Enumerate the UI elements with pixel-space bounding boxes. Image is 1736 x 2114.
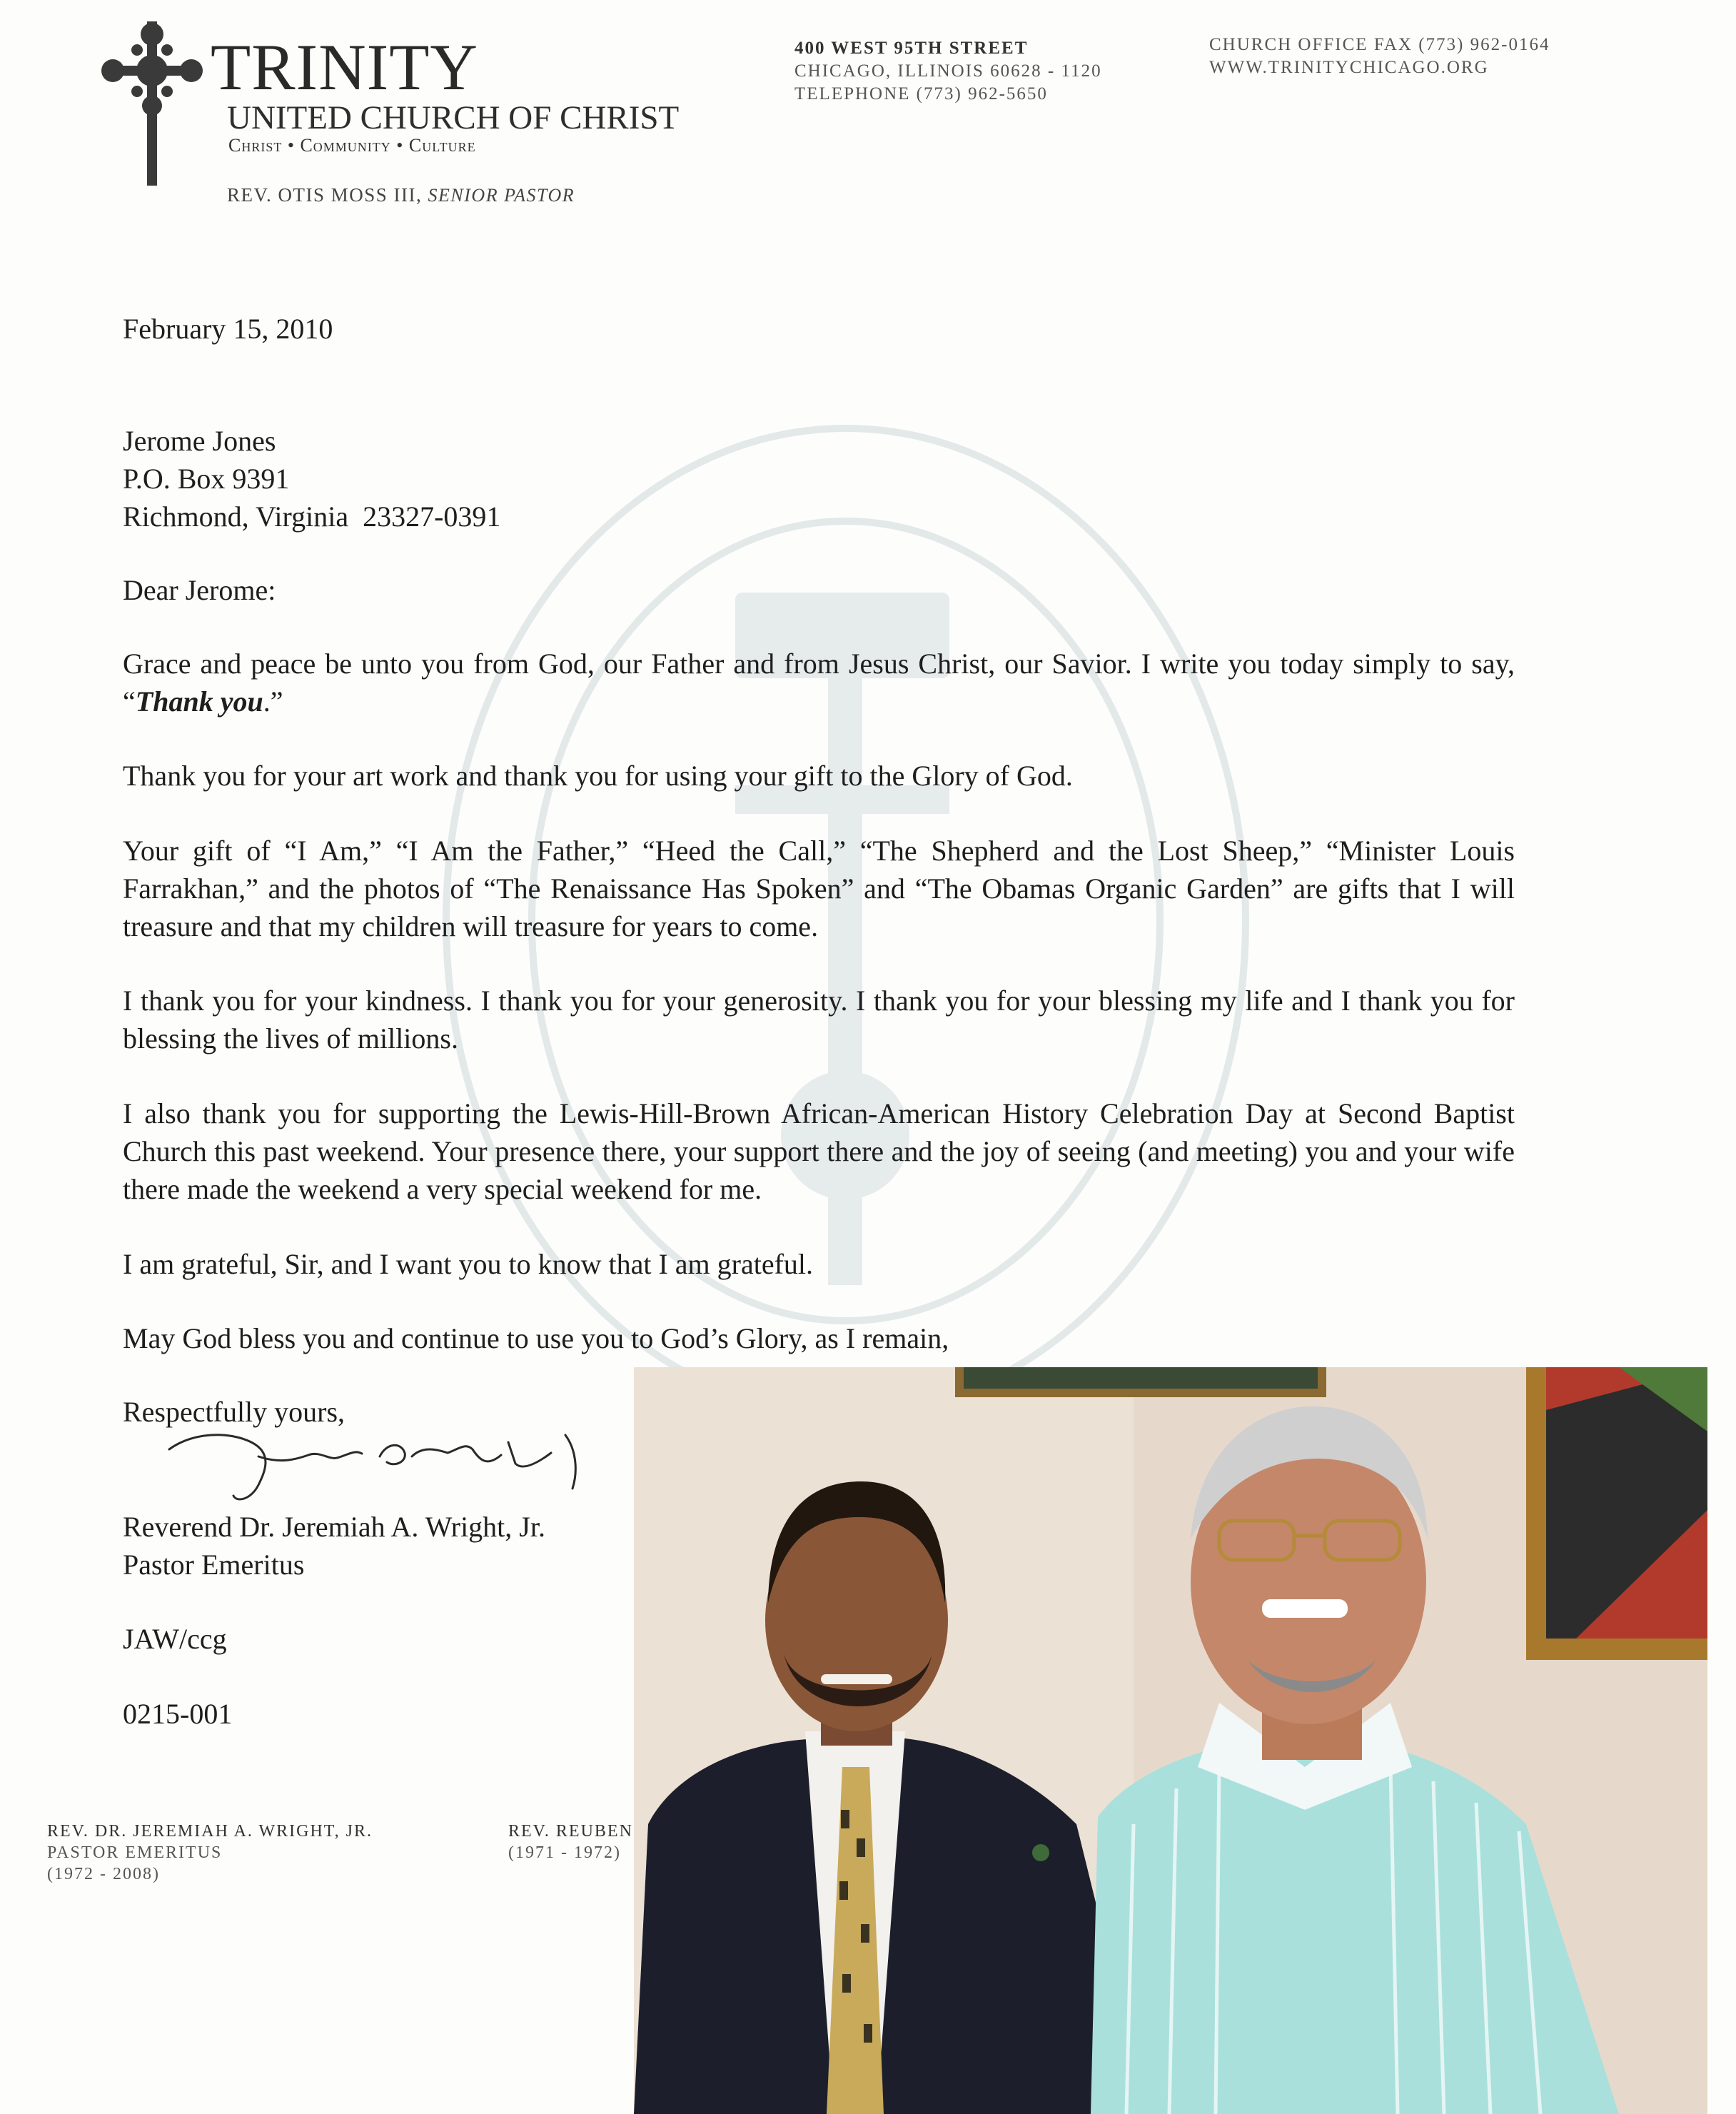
footer-pastor-1 — [47, 1821, 373, 1885]
church-name: TRINITY — [211, 31, 478, 104]
thank-you-emphasis: Thank you — [135, 685, 263, 718]
footer-pastor-1-name: REV. DR. JEREMIAH A. WRIGHT, JR. — [47, 1822, 373, 1841]
paragraph-blessing: May God bless you and continue to use you to God’s Glory, as I remain, — [123, 1322, 949, 1354]
church-contact — [1209, 34, 1550, 79]
website: WWW.TRINITYCHICAGO.ORG — [1209, 58, 1489, 77]
greeting-end: .” — [263, 685, 283, 718]
senior-pastor-name: REV. OTIS MOSS III, — [227, 184, 423, 206]
church-cross-logo — [91, 21, 213, 186]
paragraph-greeting — [123, 645, 1515, 720]
paragraph-kindness: I thank you for your kindness. I thank you for your generosity. I thank you for your blessing my life and I thank you for blessing the lives of millions. — [123, 985, 1515, 1055]
telephone: TELEPHONE (773) 962-5650 — [794, 84, 1048, 104]
addressee-city: Richmond, Virginia 23327-0391 — [123, 500, 501, 533]
paragraph-grateful: I am grateful, Sir, and I want you to know that I am grateful. — [123, 1248, 814, 1280]
footer-pastor-2-years: (1971 - 1972) — [508, 1843, 621, 1862]
footer-pastor-2-name: REV. REUBEN — [508, 1822, 633, 1841]
footer-pastor-1-years: (1972 - 2008) — [47, 1865, 160, 1883]
fax: CHURCH OFFICE FAX (773) 962-0164 — [1209, 35, 1550, 54]
street-address: 400 WEST 95TH STREET — [794, 39, 1029, 58]
church-motto: Christ • Community • Culture — [228, 135, 476, 156]
paragraph-gifts: Your gift of “I Am,” “I Am the Father,” “Heed the Call,” “The Shepherd and the Lost Sheep,” “Minister Louis Farrakhan,” and the photos of “The Renaissance Has Spoken” and “The Obamas Organic Garden” are gifts that I will treasure and that my children will treasure for years to come. — [123, 835, 1515, 942]
closing: Respectfully yours, — [123, 1396, 345, 1428]
senior-pastor-line — [227, 184, 575, 206]
church-subtitle: UNITED CHURCH OF CHRIST — [227, 99, 680, 136]
salutation: Dear Jerome: — [123, 574, 276, 606]
paragraph-celebration: I also thank you for supporting the Lewis-Hill-Brown African-American History Celebration Day at Second Baptist Church this past weekend. Your presence there, your support there and the joy of seeing (and meeting) you and your wife there made the weekend a very special weekend for me. — [123, 1097, 1515, 1205]
city-address: CHICAGO, ILLINOIS 60628 - 1120 — [794, 61, 1102, 81]
reference-number: 0215-001 — [123, 1698, 233, 1730]
handwritten-signature — [166, 1428, 608, 1506]
addressee-po-box: P.O. Box 9391 — [123, 463, 290, 495]
senior-pastor-title: SENIOR PASTOR — [428, 185, 575, 206]
church-address — [794, 37, 1102, 106]
typist-initials: JAW/ccg — [123, 1623, 227, 1655]
greeting-text: Grace and peace be unto you from God, our Father and from Jesus Christ, our Savior. I write you today simply to say, “ — [123, 648, 1515, 718]
signer-name: Reverend Dr. Jeremiah A. Wright, Jr. — [123, 1511, 545, 1543]
footer-pastor-1-title: PASTOR EMERITUS — [47, 1843, 223, 1862]
footer-pastor-2 — [508, 1821, 633, 1863]
photo-two-men — [634, 1367, 1707, 2114]
signer-title: Pastor Emeritus — [123, 1549, 305, 1581]
addressee-block — [123, 422, 500, 535]
letter-date: February 15, 2010 — [123, 313, 333, 345]
addressee-name: Jerome Jones — [123, 425, 276, 457]
paragraph-art-work: Thank you for your art work and thank you for using your gift to the Glory of God. — [123, 760, 1073, 792]
